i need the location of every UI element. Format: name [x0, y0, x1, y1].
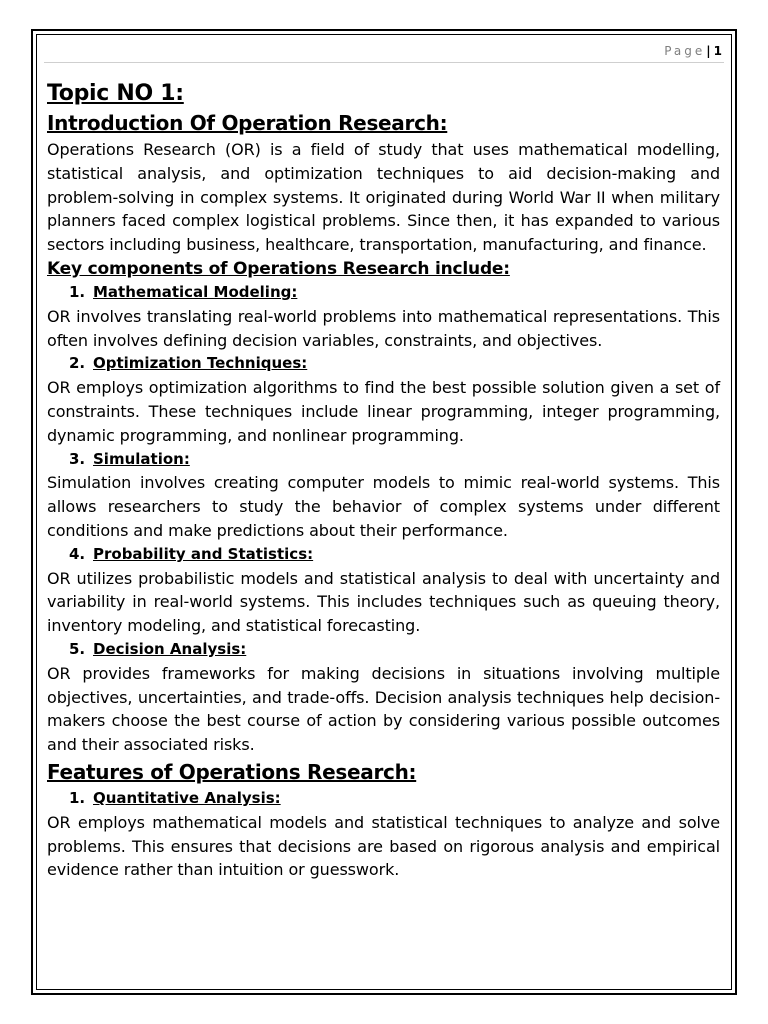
topic-title: Topic NO 1: [47, 81, 184, 106]
item-title: Decision Analysis: [93, 639, 247, 658]
item-number: 1. [69, 282, 86, 301]
component-item-heading [47, 543, 720, 567]
feature-item-heading [47, 787, 720, 811]
component-item-heading [47, 352, 720, 376]
component-item-heading [47, 638, 720, 662]
document-body [47, 80, 720, 882]
item-title: Optimization Techniques: [93, 354, 308, 373]
item-title: Probability and Statistics: [93, 544, 314, 563]
component-item-text: OR involves translating real-world problems into mathematical representations. This often involves defining decision variables, constraints, and objectives. [47, 306, 720, 350]
item-number: 1. [69, 788, 86, 807]
component-item-text: OR utilizes probabilistic models and statistical analysis to deal with uncertainty and variability in real-world systems. This includes techniques such as queuing theory, inventory modeling, and statistical forecasting. [47, 568, 720, 636]
header-rule [44, 62, 724, 63]
item-number: 4. [69, 544, 86, 563]
component-item-heading [47, 448, 720, 472]
intro-paragraph: Operations Research (OR) is a field of study that uses mathematical modelling, statistical analysis, and optimization techniques to aid decision-making and problem-solving in complex systems. It originated during World War II when military planners faced complex logistical problems. Since then, it has expanded to various sectors including business, healthcare, transportation, manufacturing, and finance. [47, 140, 720, 255]
features-heading: Features of Operations Research: [47, 759, 417, 784]
component-item-text: OR employs optimization algorithms to find the best possible solution given a set of constraints. These techniques include linear programming, integer programming, dynamic programming, and nonlinear programming. [47, 378, 720, 445]
key-components-heading: Key components of Operations Research include: [47, 258, 510, 279]
item-title: Simulation: [93, 449, 190, 468]
component-item-heading [47, 281, 720, 305]
page-number-header [664, 43, 722, 59]
item-title: Mathematical Modeling: [93, 282, 298, 301]
component-item-text: OR provides frameworks for making decisions in situations involving multiple objectives, uncertainties, and trade-offs. Decision analysis techniques help decision-makers choose the best course of action by considering various possible outcomes and their associated risks. [47, 663, 720, 755]
page-number: 1 [713, 44, 722, 58]
item-number: 2. [69, 354, 86, 373]
feature-item-text: OR employs mathematical models and statistical techniques to analyze and solve problems. This ensures that decisions are based on rigorous analysis and empirical evidence rather than intuition or guesswork. [47, 812, 720, 880]
page-label: Page [664, 44, 706, 58]
item-title: Quantitative Analysis: [93, 788, 281, 807]
intro-heading: Introduction Of Operation Research: [47, 111, 448, 135]
component-item-text: Simulation involves creating computer models to mimic real-world systems. This allows researchers to study the behavior of complex systems under different conditions and make predictions about their performance. [47, 473, 720, 540]
page-separator: | [706, 44, 711, 58]
item-number: 3. [69, 449, 86, 468]
item-number: 5. [69, 639, 86, 658]
